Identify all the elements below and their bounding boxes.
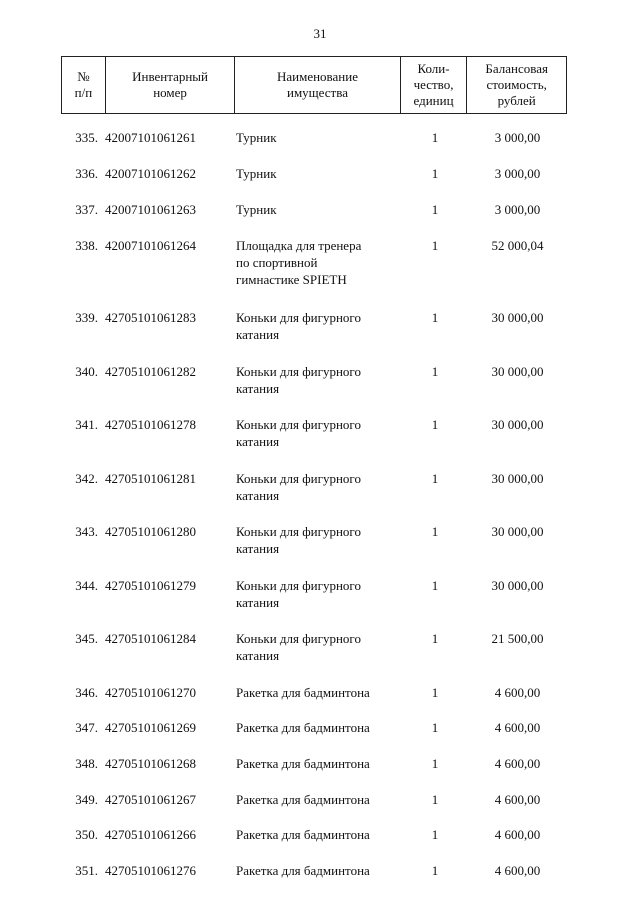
quantity: 1 bbox=[431, 130, 439, 145]
inventory-number: 42705101061280 bbox=[105, 524, 196, 539]
property-name: Коньки для фигурного катания bbox=[236, 524, 361, 556]
quantity: 1 bbox=[431, 863, 439, 878]
inventory-number: 42705101061282 bbox=[105, 364, 196, 379]
book-value: 30 000,00 bbox=[491, 524, 544, 539]
header-property-name: Наименование имущества bbox=[235, 57, 400, 113]
quantity: 1 bbox=[431, 166, 439, 181]
row-number: 336. bbox=[75, 166, 98, 181]
property-name: Ракетка для бадминтона bbox=[236, 863, 370, 878]
row-number: 351. bbox=[75, 863, 98, 878]
inventory-number: 42705101061268 bbox=[105, 756, 196, 771]
property-name: Коньки для фигурного катания bbox=[236, 364, 361, 396]
quantity: 1 bbox=[431, 364, 439, 379]
row-number: 340. bbox=[75, 364, 98, 379]
quantity: 1 bbox=[431, 471, 439, 486]
inventory-number: 42705101061279 bbox=[105, 578, 196, 593]
property-name: Ракетка для бадминтона bbox=[236, 720, 370, 735]
row-number: 341. bbox=[75, 417, 98, 432]
row-number: 335. bbox=[75, 130, 98, 145]
property-name: Ракетка для бадминтона bbox=[236, 685, 370, 700]
book-value: 3 000,00 bbox=[494, 166, 541, 181]
inventory-number: 42705101061270 bbox=[105, 685, 196, 700]
property-name: Ракетка для бадминтона bbox=[236, 827, 370, 842]
quantity: 1 bbox=[431, 756, 439, 771]
book-value: 30 000,00 bbox=[491, 471, 544, 486]
book-value: 21 500,00 bbox=[491, 631, 544, 646]
header-inventory-number: Инвентарный номер bbox=[106, 57, 235, 113]
quantity: 1 bbox=[431, 720, 439, 735]
quantity: 1 bbox=[431, 310, 439, 325]
row-number: 346. bbox=[75, 685, 98, 700]
book-value: 52 000,04 bbox=[491, 238, 544, 253]
inventory-number: 42705101061267 bbox=[105, 792, 196, 807]
page-number: 31 bbox=[313, 26, 327, 41]
property-name: Коньки для фигурного катания bbox=[236, 471, 361, 503]
book-value: 3 000,00 bbox=[494, 202, 541, 217]
property-name: Площадка для тренера по спортивной гимнастике SPIETH bbox=[236, 238, 362, 287]
row-number: 338. bbox=[75, 238, 98, 253]
inventory-number: 42705101061269 bbox=[105, 720, 196, 735]
row-number: 349. bbox=[75, 792, 98, 807]
property-name: Турник bbox=[236, 202, 277, 217]
row-number: 350. bbox=[75, 827, 98, 842]
book-value: 4 600,00 bbox=[494, 827, 541, 842]
row-number: 347. bbox=[75, 720, 98, 735]
inventory-number: 42007101061264 bbox=[105, 238, 196, 253]
property-name: Коньки для фигурного катания bbox=[236, 578, 361, 610]
property-name: Турник bbox=[236, 166, 277, 181]
inventory-number: 42007101061262 bbox=[105, 166, 196, 181]
quantity: 1 bbox=[431, 578, 439, 593]
property-name: Турник bbox=[236, 130, 277, 145]
row-number: 348. bbox=[75, 756, 98, 771]
row-number: 339. bbox=[75, 310, 98, 325]
row-number: 342. bbox=[75, 471, 98, 486]
book-value: 4 600,00 bbox=[494, 792, 541, 807]
quantity: 1 bbox=[431, 792, 439, 807]
property-name: Коньки для фигурного катания bbox=[236, 631, 361, 663]
quantity: 1 bbox=[431, 827, 439, 842]
inventory-number: 42705101061283 bbox=[105, 310, 196, 325]
quantity: 1 bbox=[431, 685, 439, 700]
quantity: 1 bbox=[431, 417, 439, 432]
header-quantity: Коли- чество, единиц bbox=[401, 57, 468, 113]
inventory-number: 42705101061278 bbox=[105, 417, 196, 432]
book-value: 30 000,00 bbox=[491, 578, 544, 593]
book-value: 4 600,00 bbox=[494, 685, 541, 700]
inventory-number: 42007101061261 bbox=[105, 130, 196, 145]
row-number: 345. bbox=[75, 631, 98, 646]
book-value: 30 000,00 bbox=[491, 417, 544, 432]
inventory-number: 42705101061281 bbox=[105, 471, 196, 486]
inventory-number: 42705101061276 bbox=[105, 863, 196, 878]
header-number: № п/п bbox=[62, 57, 106, 113]
inventory-number: 42705101061266 bbox=[105, 827, 196, 842]
quantity: 1 bbox=[431, 631, 439, 646]
book-value: 4 600,00 bbox=[494, 756, 541, 771]
property-name: Коньки для фигурного катания bbox=[236, 310, 361, 342]
book-value: 4 600,00 bbox=[494, 863, 541, 878]
book-value: 30 000,00 bbox=[491, 310, 544, 325]
inventory-number: 42007101061263 bbox=[105, 202, 196, 217]
quantity: 1 bbox=[431, 524, 439, 539]
quantity: 1 bbox=[431, 238, 439, 253]
property-name: Ракетка для бадминтона bbox=[236, 792, 370, 807]
book-value: 3 000,00 bbox=[494, 130, 541, 145]
book-value: 4 600,00 bbox=[494, 720, 541, 735]
property-name: Ракетка для бадминтона bbox=[236, 756, 370, 771]
property-name: Коньки для фигурного катания bbox=[236, 417, 361, 449]
row-number: 343. bbox=[75, 524, 98, 539]
book-value: 30 000,00 bbox=[491, 364, 544, 379]
row-number: 344. bbox=[75, 578, 98, 593]
header-book-value: Балансовая стоимость, рублей bbox=[485, 61, 548, 108]
row-number: 337. bbox=[75, 202, 98, 217]
quantity: 1 bbox=[431, 202, 439, 217]
inventory-number: 42705101061284 bbox=[105, 631, 196, 646]
